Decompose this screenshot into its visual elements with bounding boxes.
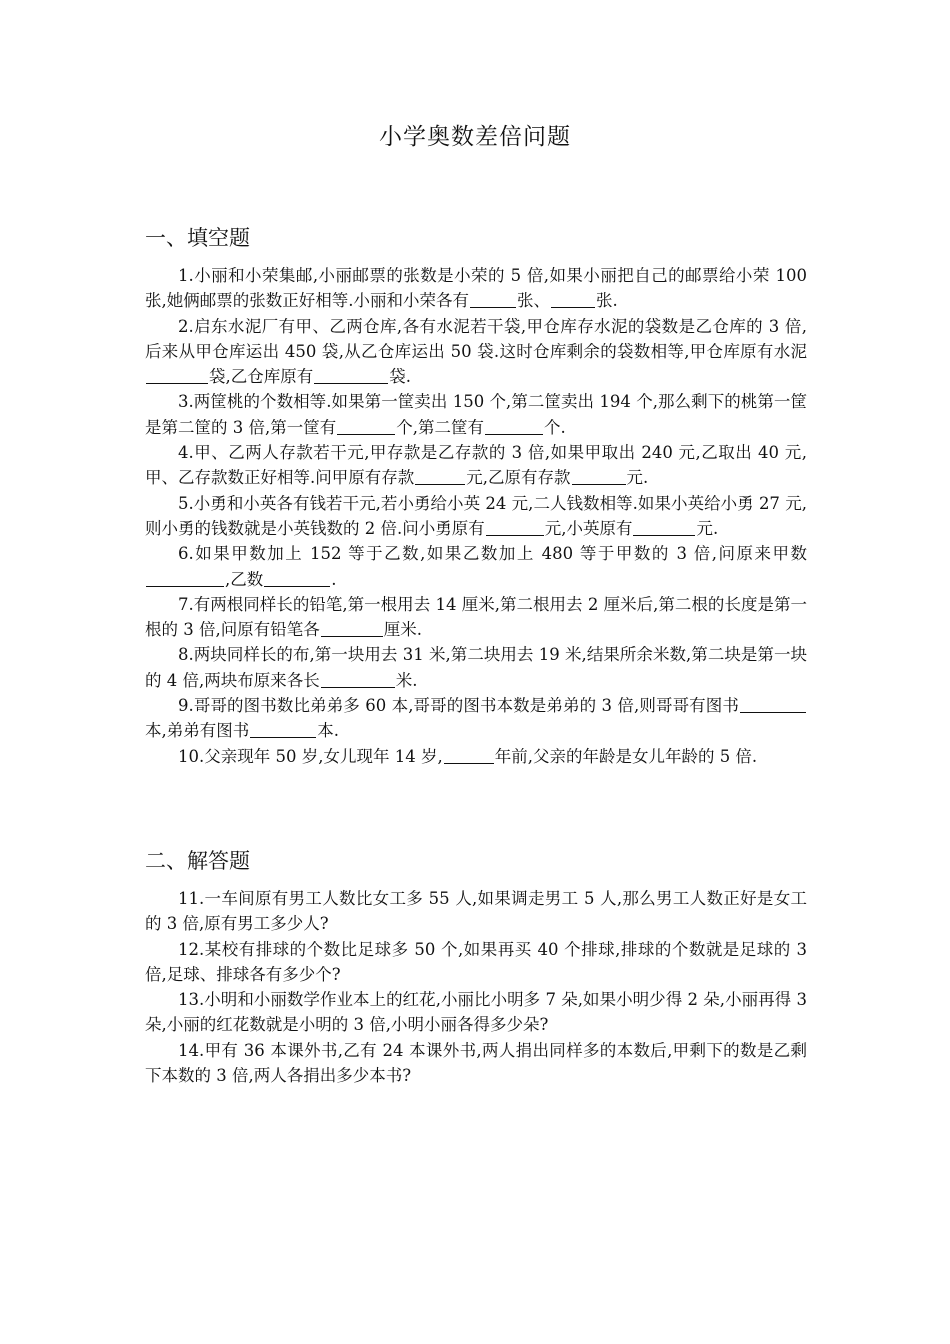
answer-blank[interactable] xyxy=(337,418,395,435)
answer-questions xyxy=(145,886,807,1088)
answer-blank[interactable] xyxy=(444,747,494,764)
answer-blank[interactable] xyxy=(321,671,395,688)
question-7: 7.有两根同样长的铅笔,第一根用去 14 厘米,第二根用去 2 厘米后,第二根的长度是第一根的 3 倍,问原有铅笔各 厘米. xyxy=(145,594,807,640)
page-title: 小学奥数差倍问题 xyxy=(379,124,571,150)
question-2: 2.启东水泥厂有甲、乙两仓库,各有水泥若干袋,甲仓库存水泥的袋数是乙仓库的 3 倍,后来从甲仓库运出 450 袋,从乙仓库运出 50 袋.这时仓库剩余的袋数相等,甲仓库原有水泥袋,乙仓库原有 袋. xyxy=(145,316,807,387)
answer-blank[interactable] xyxy=(486,519,544,536)
question-6: 6.如果甲数加上 152 等于乙数,如果乙数加上 480 等于甲数的 3 倍,问原来甲数,乙数 . xyxy=(145,541,807,592)
answer-blank[interactable] xyxy=(551,291,595,308)
question-1: 1.小丽和小荣集邮,小丽邮票的张数是小荣的 5 倍,如果小丽把自己的邮票给小荣 100 张,她俩邮票的张数正好相等.小丽和小荣各有 张、 张. xyxy=(145,266,807,311)
fill-in-questions xyxy=(145,263,807,769)
answer-blank[interactable] xyxy=(314,367,388,384)
answer-blank[interactable] xyxy=(633,519,695,536)
section-heading-answer: 二、解答题 xyxy=(145,849,250,873)
question-14: 14.甲有 36 本课外书,乙有 24 本课外书,两人捐出同样多的本数后,甲剩下的数是乙剩下本数的 3 倍,两人各捐出多少本书? xyxy=(145,1040,807,1086)
question-5: 5.小勇和小英各有钱若干元,若小勇给小英 24 元,二人钱数相等.如果小英给小勇 27 元,则小勇的钱数就是小英钱数的 2 倍.问小勇原有 元,小英原有 元. xyxy=(145,493,807,538)
question-3: 3.两筐桃的个数相等.如果第一筐卖出 150 个,第二筐卖出 194 个,那么剩下的桃第一筐是第二筐的 3 倍,第一筐有 个,第二筐有 个. xyxy=(145,392,807,437)
question-11: 11.一车间原有男工人数比女工多 55 人,如果调走男工 5 人,那么男工人数正好是女工的 3 倍,原有男工多少人? xyxy=(145,889,807,934)
answer-blank[interactable] xyxy=(470,291,516,308)
answer-blank[interactable] xyxy=(250,721,316,738)
answer-blank[interactable] xyxy=(321,620,383,637)
answer-blank[interactable] xyxy=(572,468,626,485)
answer-blank[interactable] xyxy=(146,367,208,384)
answer-blank[interactable] xyxy=(485,418,543,435)
question-13: 13.小明和小丽数学作业本上的红花,小丽比小明多 7 朵,如果小明少得 2 朵,小丽再得 3 朵,小丽的红花数就是小明的 3 倍,小明小丽各得多少朵? xyxy=(145,990,807,1035)
question-10: 10.父亲现年 50 岁,女儿现年 14 岁, 年前,父亲的年龄是女儿年龄的 5 倍. xyxy=(178,746,758,766)
section-heading-fill-in: 一、填空题 xyxy=(145,226,250,250)
answer-blank[interactable] xyxy=(146,570,224,587)
answer-blank[interactable] xyxy=(740,696,806,713)
question-12: 12.某校有排球的个数比足球多 50 个,如果再买 40 个排球,排球的个数就是足球的 3 倍,足球、排球各有多少个? xyxy=(145,939,807,984)
question-8: 8.两块同样长的布,第一块用去 31 米,第二块用去 19 米,结果所余米数,第二块是第一块的 4 倍,两块布原来各长 米. xyxy=(145,645,807,690)
question-4: 4.甲、乙两人存款若干元,甲存款是乙存款的 3 倍,如果甲取出 240 元,乙取出 40 元,甲、乙存款数正好相等.问甲原有存款 元,乙原有存款 元. xyxy=(145,443,807,488)
question-9: 9.哥哥的图书数比弟弟多 60 本,哥哥的图书本数是弟弟的 3 倍,则哥哥有图书本,弟弟有图书 本. xyxy=(145,693,807,744)
answer-blank[interactable] xyxy=(415,468,465,485)
answer-blank[interactable] xyxy=(264,570,330,587)
